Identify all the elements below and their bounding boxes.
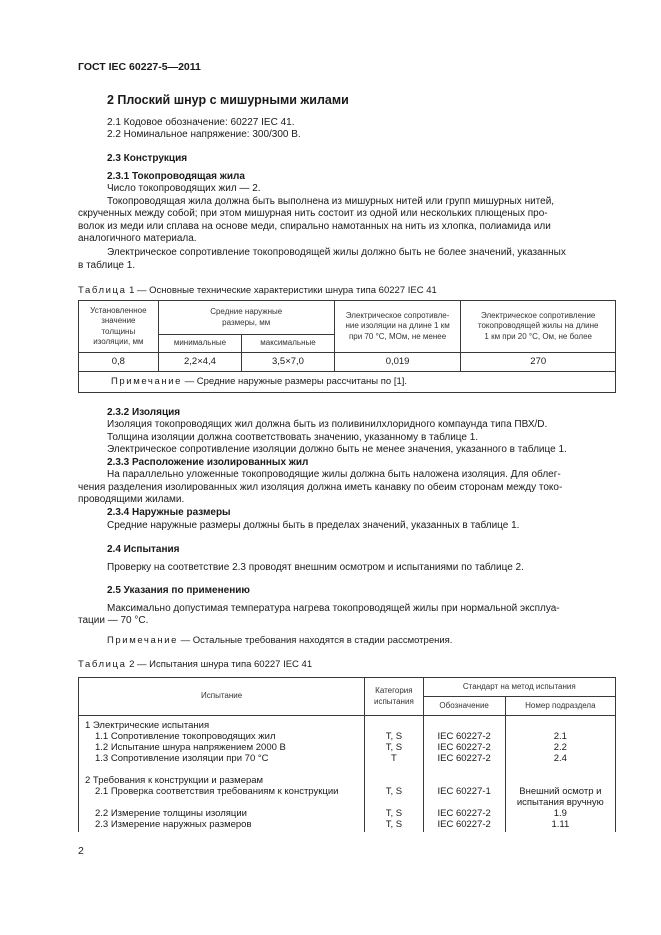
para-ins-3: Электрическое сопротивление изоляции должно быть не менее значения, указанного в таблице 1. xyxy=(107,444,567,455)
para-conductor-3: волок из меди или сплава на основе меди, спирально намотанных на нить из хлопка, полиамида или xyxy=(78,221,551,232)
heading-2-3-2: 2.3.2 Изоляция xyxy=(107,407,181,418)
table2-header-designation: Обозначение xyxy=(423,697,505,716)
para-use-1: Максимально допустимая температура нагрева токопроводящей жилы при нормальной эксплуа- xyxy=(107,603,560,614)
para-dims: Средние наружные размеры должны быть в пределах значений, указанных в таблице 1. xyxy=(107,520,520,531)
para-resist-2: в таблице 1. xyxy=(78,260,136,271)
para-tests: Проверку на соответствие 2.3 проводят внешним осмотром и испытаниями по таблице 2. xyxy=(107,562,524,573)
table1-cell: 270 xyxy=(461,353,616,372)
note-2: Примечание — Остальные требования находятся в стадии рассмотрения. xyxy=(107,635,453,646)
heading-2-5: 2.5 Указания по применению xyxy=(107,585,250,596)
table2-col-test: 1 Электрические испытания 1.1 Сопротивление токопроводящих жил 1.2 Испытание шнура напряжением 2000 В 1.3 Сопротивление изоляции при 70 °С 2 Требования к конструкции и размерам 2.1 Проверка соответствия требованиям к конструкции 2.2 Измерение толщины изоляции 2.3 Измерение наружных размеров xyxy=(79,716,365,833)
para-use-2: тации — 70 °С. xyxy=(78,615,149,626)
table2-header-test: Испытание xyxy=(79,678,365,716)
para-2-1: 2.1 Кодовое обозначение: 60227 IEC 41. xyxy=(107,117,295,128)
para-count: Число токопроводящих жил — 2. xyxy=(107,183,261,194)
heading-2-3: 2.3 Конструкция xyxy=(107,153,188,164)
table1-cell: 3,5×7,0 xyxy=(242,353,334,372)
para-arr-2: чения разделения изолированных жил изоляция должна иметь канавку по обеим сторонам между токо- xyxy=(78,482,563,493)
table2 xyxy=(78,677,616,832)
table1-header-max: максимальные xyxy=(242,335,334,353)
para-ins-2: Толщина изоляции должна соответствовать значению, указанному в таблице 1. xyxy=(107,432,479,443)
table1-caption-text: 1 — Основные технические характеристики шнура типа 60227 IEC 41 xyxy=(129,285,437,296)
document-header: ГОСТ IEC 60227-5—2011 xyxy=(78,61,201,73)
table2-header-subsection: Номер подраздела xyxy=(505,697,615,716)
table2-caption: Таблица 2 — Испытания шнура типа 60227 IEC 41 xyxy=(78,659,313,670)
table2-header-standard: Стандарт на метод испытания xyxy=(423,678,615,697)
table1-header-cond-res: Электрическое сопротивление токопроводящей жилы на длине 1 км при 20 °С, Ом, не более xyxy=(461,301,616,353)
para-arr-3: проводящими жилами. xyxy=(78,494,185,505)
para-resist-1: Электрическое сопротивление токопроводящей жилы должно быть не более значений, указанных xyxy=(107,247,566,258)
table1-note: Примечание — Средние наружные размеры рассчитаны по [1]. xyxy=(79,372,616,393)
table1-header-thickness: Установленное значение толщины изоляции, мм xyxy=(79,301,159,353)
table2-col-designation: IEC 60227-2 IEC 60227-2 IEC 60227-2 IEC 60227-1 IEC 60227-2 IEC 60227-2 xyxy=(423,716,505,833)
table2-header-category: Категория испытания xyxy=(365,678,423,716)
para-arr-1: На параллельно уложенные токопроводящие жилы должна быть наложена изоляция. Для облег- xyxy=(107,469,561,480)
heading-2-4: 2.4 Испытания xyxy=(107,544,180,555)
table1-caption xyxy=(78,285,437,297)
table1-caption-word: Таблица xyxy=(78,285,127,296)
table1 xyxy=(78,300,616,393)
para-conductor-2: скрученных между собой; при этом мишурная нить состоит из одной или нескольких плющеных про- xyxy=(78,208,548,219)
table1-cell: 0,019 xyxy=(334,353,461,372)
section-title: 2 Плоский шнур с мишурными жилами xyxy=(107,93,349,107)
para-conductor-1: Токопроводящая жила должна быть выполнена из мишурных нитей или групп мишурных нитей, xyxy=(107,196,555,207)
table1-cell: 2,2×4,4 xyxy=(158,353,242,372)
para-2-2: 2.2 Номинальное напряжение: 300/300 В. xyxy=(107,129,301,140)
table1-header-min: минимальные xyxy=(158,335,242,353)
heading-2-3-1: 2.3.1 Токопроводящая жила xyxy=(107,171,245,182)
table1-header-dims: Средние наружные размеры, мм xyxy=(158,301,334,335)
heading-2-3-3: 2.3.3 Расположение изолированных жил xyxy=(107,457,309,468)
heading-2-3-4: 2.3.4 Наружные размеры xyxy=(107,507,231,518)
para-conductor-4: аналогичного материала. xyxy=(78,233,197,244)
page-number: 2 xyxy=(78,845,84,857)
table1-header-ins-res: Электрическое сопротивле- ние изоляции на длине 1 км при 70 °С, МОм, не менее xyxy=(334,301,461,353)
table2-col-subsection: 2.1 2.2 2.4 Внешний осмотр и испытания вручную 1.9 1.11 xyxy=(505,716,615,833)
table2-col-category: T, S T, S T T, S T, S T, S xyxy=(365,716,423,833)
table1-cell: 0,8 xyxy=(79,353,159,372)
para-ins-1: Изоляция токопроводящих жил должна быть из поливинилхлоридного компаунда типа ПВХ/D. xyxy=(107,419,548,430)
